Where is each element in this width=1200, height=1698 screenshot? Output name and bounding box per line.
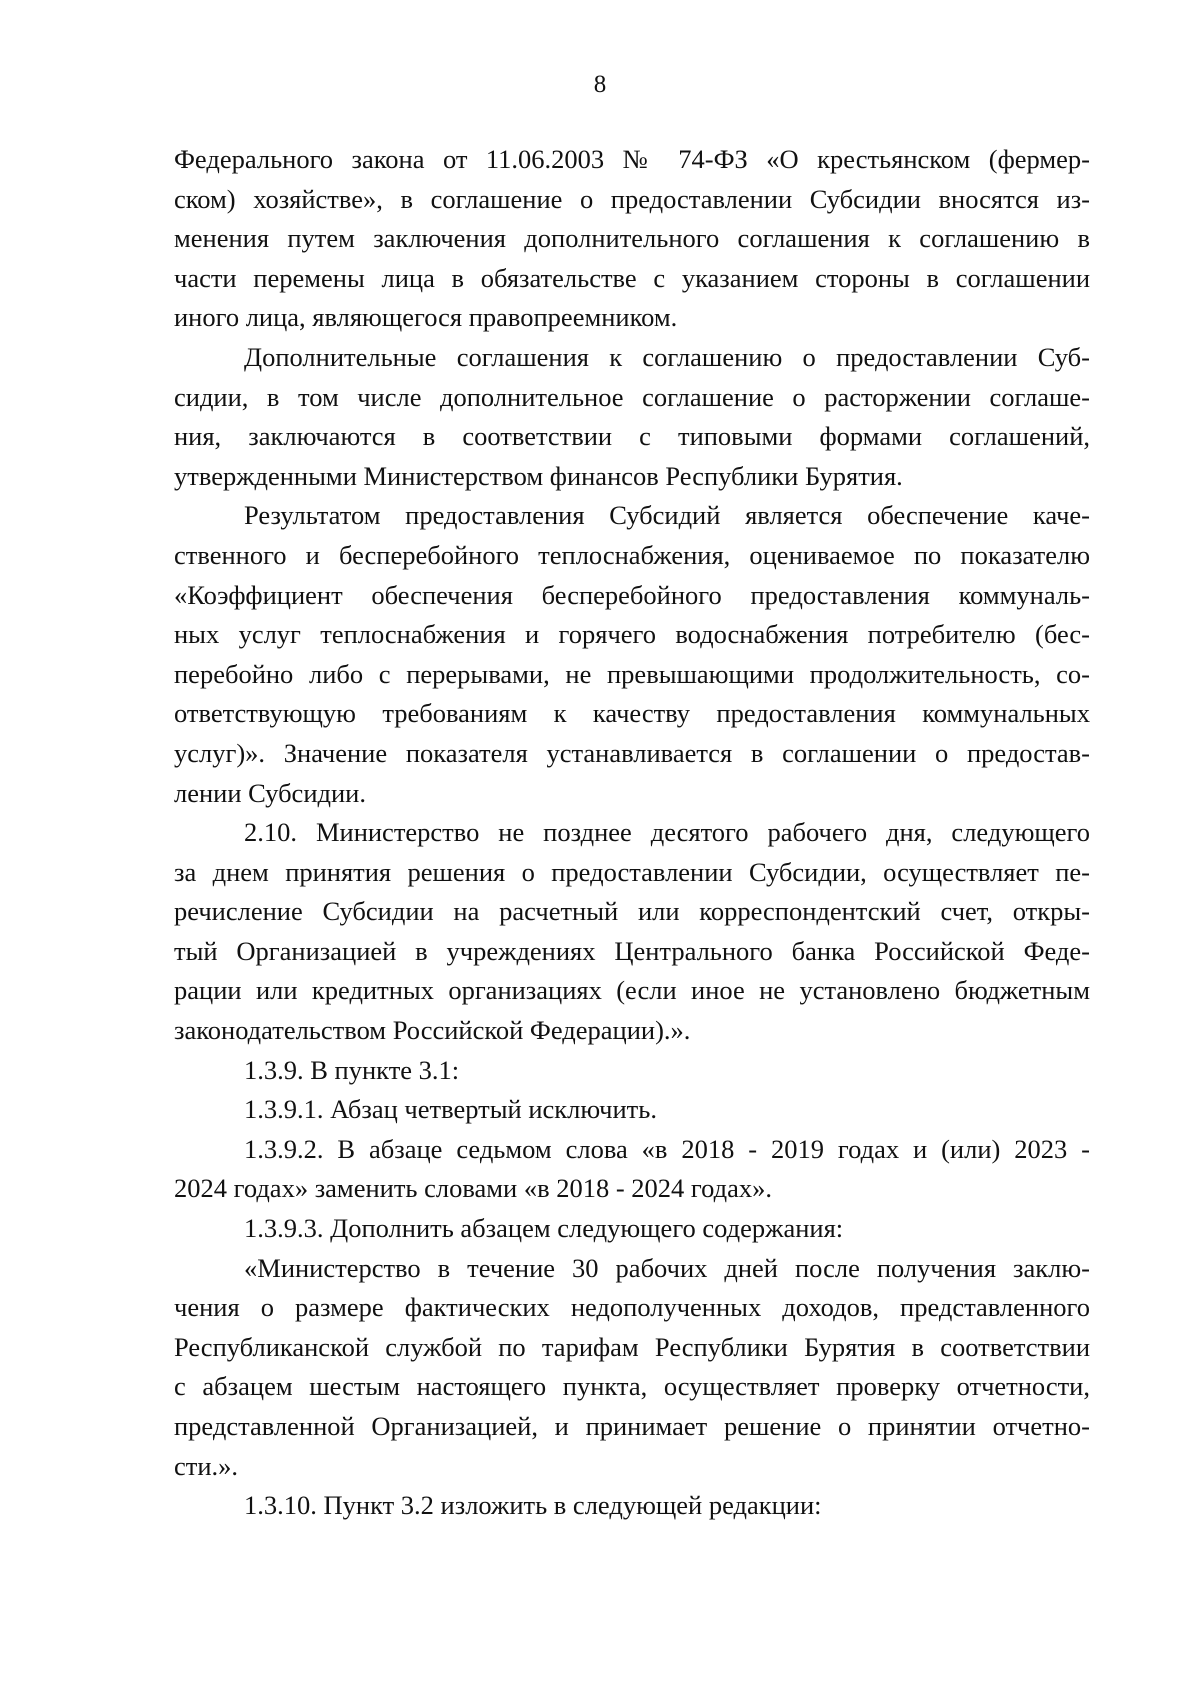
text-line: законодательством Российской Федерации).». bbox=[174, 1015, 691, 1046]
page-number: 8 bbox=[593, 71, 607, 98]
text-line: речисление Субсидии на расчетный или корреспондентский счет, откры- bbox=[174, 896, 1090, 927]
text-line: иного лица, являющегося правопреемником. bbox=[174, 302, 678, 333]
text-line: Республиканской службой по тарифам Республики Бурятия в соответствии bbox=[174, 1331, 1090, 1362]
text-line: за днем принятия решения о предоставлении Субсидии, осуществляет пе- bbox=[174, 856, 1090, 887]
text-line: 2.10. Министерство не позднее десятого рабочего дня, следующего bbox=[244, 817, 1090, 848]
text-line: рации или кредитных организациях (если иное не установлено бюджетным bbox=[174, 975, 1090, 1006]
text-line: ных услуг теплоснабжения и горячего водоснабжения потребителю (бес- bbox=[174, 619, 1090, 650]
text-line: части перемены лица в обязательстве с указанием стороны в соглашении bbox=[174, 262, 1090, 293]
text-line: перебойно либо с перерывами, не превышающими продолжительность, со- bbox=[174, 658, 1090, 689]
text-line: Федерального закона от 11.06.2003 № 74-ФЗ «О крестьянском (фермер- bbox=[174, 144, 1090, 174]
text-line: ственного и бесперебойного теплоснабжения, оцениваемое по показателю bbox=[174, 539, 1090, 570]
text-line: ответствующую требованиям к качеству предоставления коммунальных bbox=[174, 698, 1090, 729]
text-line: сидии, в том числе дополнительное соглашение о расторжении соглаше- bbox=[174, 381, 1090, 412]
document-body bbox=[174, 140, 1090, 1526]
text-line: Дополнительные соглашения к соглашению о предоставлении Суб- bbox=[244, 341, 1090, 372]
text-line: с абзацем шестым настоящего пункта, осуществляет проверку отчетности, bbox=[174, 1371, 1090, 1402]
text-line: 2024 годах» заменить словами «в 2018 - 2024 годах». bbox=[174, 1173, 772, 1204]
text-line: утвержденными Министерством финансов Республики Бурятия. bbox=[174, 460, 903, 491]
text-line: услуг)». Значение показателя устанавливается в соглашении о предостав- bbox=[174, 737, 1090, 768]
text-line: «Коэффициент обеспечения бесперебойного предоставления коммуналь- bbox=[174, 579, 1090, 610]
text-line: менения путем заключения дополнительного соглашения к соглашению в bbox=[174, 223, 1090, 254]
text-line: ском) хозяйстве», в соглашение о предоставлении Субсидии вносятся из- bbox=[174, 183, 1090, 214]
text-line: лении Субсидии. bbox=[174, 777, 366, 808]
text-line: 1.3.9.1. Абзац четвертый исключить. bbox=[244, 1094, 657, 1125]
text-line: сти.». bbox=[174, 1450, 239, 1481]
text-line: 1.3.9.2. В абзаце седьмом слова «в 2018 - 2019 годах и (или) 2023 - bbox=[244, 1133, 1090, 1164]
text-line: представленной Организацией, и принимает решение о принятии отчетно- bbox=[174, 1411, 1090, 1441]
text-line: «Министерство в течение 30 рабочих дней после получения заклю- bbox=[244, 1252, 1090, 1283]
text-line: 1.3.9.3. Дополнить абзацем следующего содержания: bbox=[244, 1213, 844, 1244]
text-line: 1.3.10. Пункт 3.2 изложить в следующей редакции: bbox=[244, 1490, 822, 1521]
text-line: тый Организацией в учреждениях Центрального банка Российской Феде- bbox=[174, 935, 1090, 966]
text-line: 1.3.9. В пункте 3.1: bbox=[244, 1054, 460, 1085]
text-line: чения о размере фактических недополученных доходов, представленного bbox=[174, 1292, 1090, 1323]
text-line: Результатом предоставления Субсидий является обеспечение каче- bbox=[244, 500, 1090, 531]
text-line: ния, заключаются в соответствии с типовыми формами соглашений, bbox=[174, 421, 1090, 452]
